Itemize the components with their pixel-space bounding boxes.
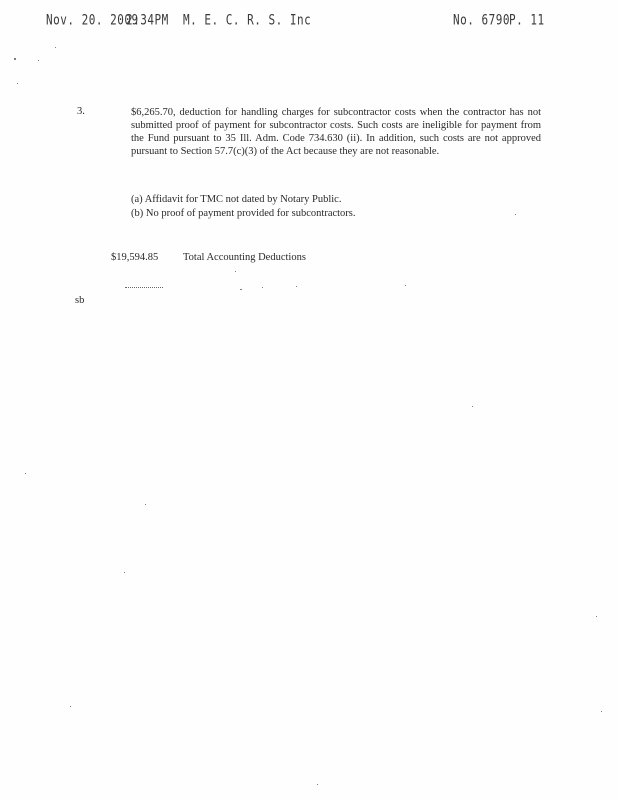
- total-amount: $19,594.85: [111, 252, 159, 263]
- scan-speck: [124, 572, 125, 573]
- total-label: Total Accounting Deductions: [183, 252, 306, 263]
- scan-speck: [601, 711, 602, 712]
- fax-date: Nov. 20. 2009: [46, 12, 139, 29]
- sub-item-b: (b) No proof of payment provided for subcontractors.: [131, 208, 356, 219]
- scan-speck: [17, 83, 18, 84]
- author-initials: sb: [75, 295, 85, 306]
- scan-speck: [240, 289, 242, 290]
- item-number: 3.: [77, 106, 85, 117]
- scan-speck: [472, 406, 473, 407]
- fax-header: [0, 12, 619, 35]
- fax-page: P. 11: [509, 12, 545, 29]
- scan-speck: [317, 784, 318, 785]
- scan-artifact-line: [125, 287, 163, 289]
- scan-speck: [262, 287, 263, 288]
- scan-speck: [38, 60, 39, 61]
- scan-speck: [515, 214, 516, 215]
- item-paragraph: $6,265.70, deduction for handling charges for subcontractor costs when the contractor has not submitted proof of payment for subcontractor costs. Such costs are ineligible for payment from the Fund pursuant to 35 Ill. Adm. Code 734.630 (ii). In addition, such costs are not approved pursuant to Section 57.7(c)(3) of the Act because they are not reasonable.: [131, 107, 541, 157]
- scan-speck: [405, 285, 406, 286]
- fax-number: No. 6790: [453, 12, 510, 29]
- scan-speck: [55, 47, 56, 48]
- scan-speck: [296, 286, 297, 287]
- scan-speck: [70, 706, 71, 707]
- scan-speck: [25, 473, 26, 474]
- fax-time: 2:34PM: [126, 12, 169, 29]
- sub-item-list: [131, 193, 531, 221]
- fax-company: M. E. C. R. S. Inc: [183, 12, 312, 29]
- sub-item-a: (a) Affidavit for TMC not dated by Notary Public.: [131, 194, 342, 205]
- scan-speck: [14, 58, 16, 60]
- scan-speck: [596, 616, 597, 617]
- scan-speck: [235, 271, 236, 272]
- scan-speck: [145, 504, 146, 505]
